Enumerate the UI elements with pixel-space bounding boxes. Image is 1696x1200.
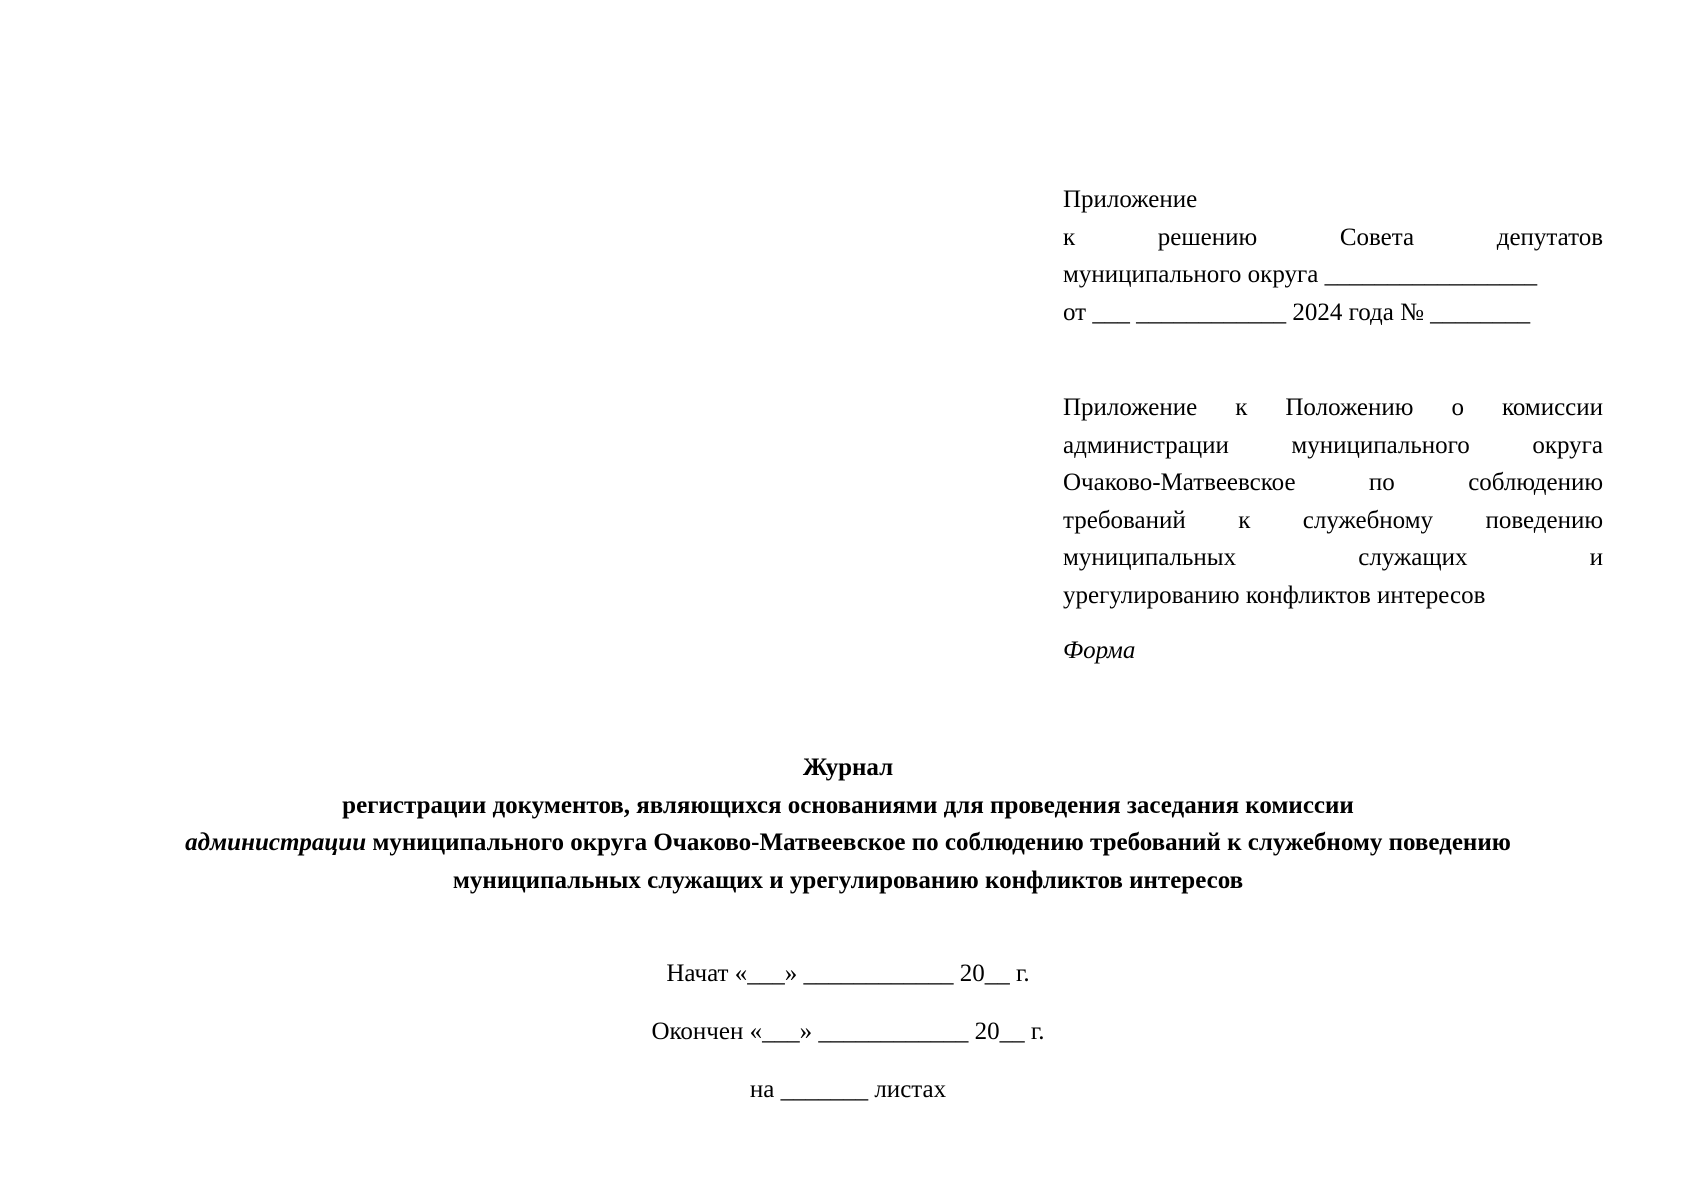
regulation-line (1063, 427, 1603, 465)
form-label: Форма (1063, 637, 1136, 664)
journal-title-line (0, 824, 1696, 862)
annex-word: к (1063, 223, 1076, 251)
regulation-word: соблюдению (1468, 469, 1604, 496)
journal-title-line: регистрации документов, являющихся основаниями для проведения заседания комиссии (342, 791, 1354, 819)
journal-title (0, 749, 1696, 899)
regulation-word: Очаково-Матвеевское (1063, 469, 1296, 496)
regulation-word: служащих (1358, 544, 1468, 571)
decision-annex-block (1063, 181, 1603, 331)
journal-started-field: Начат «___» ____________ 20__ г. (666, 960, 1030, 987)
annex-word: депутатов (1496, 223, 1604, 251)
regulation-word: о (1451, 394, 1464, 421)
annex-date-number-line: от ___ ____________ 2024 года № ________ (1063, 298, 1531, 326)
regulation-word: поведению (1485, 506, 1604, 534)
regulation-word: служебному (1302, 506, 1434, 534)
regulation-word: Положению (1285, 394, 1414, 421)
journal-title-rest: муниципального округа Очаково-Матвеевское по соблюдению требований к служебному поведению (366, 829, 1511, 856)
journal-title-line: муниципальных служащих и урегулированию конфликтов интересов (452, 866, 1244, 894)
regulation-annex-block (1063, 389, 1603, 614)
regulation-word: округа (1532, 431, 1603, 459)
journal-sheets-field: на _______ листах (749, 1076, 947, 1103)
regulation-word: и (1589, 544, 1604, 571)
annex-decision-line (1063, 219, 1603, 257)
annex-heading: Приложение (1063, 186, 1198, 213)
regulation-line (1063, 464, 1603, 502)
regulation-last-line: урегулированию конфликтов интересов (1063, 581, 1486, 609)
annex-word: решению (1157, 223, 1258, 251)
regulation-line (1063, 389, 1603, 427)
regulation-word: по (1368, 469, 1395, 496)
regulation-word: требований (1063, 506, 1186, 534)
regulation-word: муниципальных (1063, 544, 1237, 571)
regulation-word: муниципального (1291, 431, 1470, 459)
regulation-line (1063, 502, 1603, 540)
annex-word: Совета (1339, 223, 1415, 251)
regulation-word: Приложение (1063, 394, 1198, 421)
regulation-word: к (1235, 394, 1248, 421)
regulation-word: комиссии (1501, 394, 1604, 421)
journal-finished-field: Окончен «___» ____________ 20__ г. (651, 1018, 1045, 1045)
regulation-line (1063, 539, 1603, 577)
regulation-word: к (1238, 506, 1251, 534)
journal-title-heading: Журнал (802, 754, 894, 781)
regulation-word: администрации (1063, 431, 1229, 459)
annex-district-line: муниципального округа _________________ (1063, 261, 1538, 288)
journal-title-italic-word: администрации (185, 829, 367, 856)
